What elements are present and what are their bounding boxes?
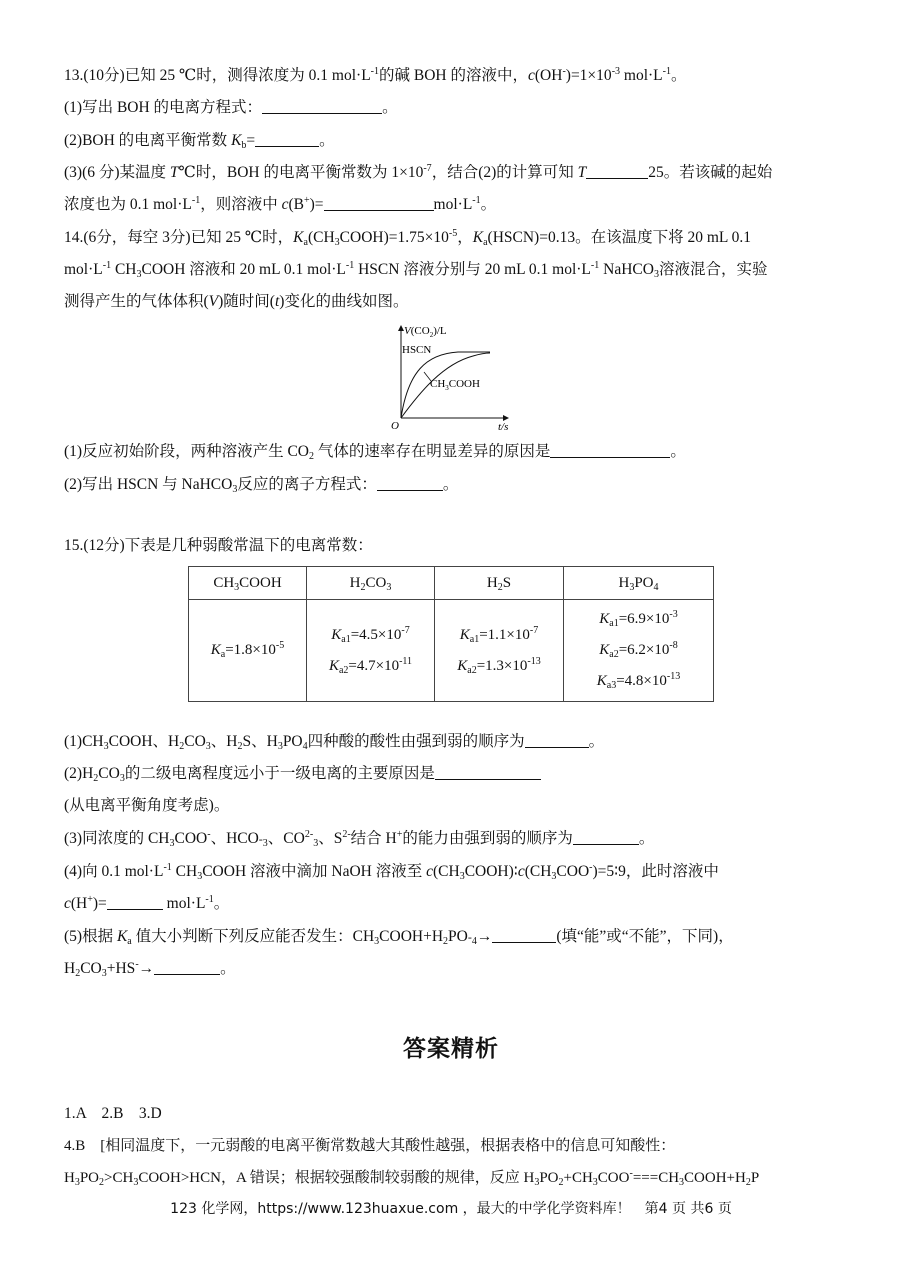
q14-stem: 14.(6分，每空 3分)已知 25 ℃时，$K_a(CH_3COOH)=1.75\times 10^{-5}$，$K_a(HSCN)=0.13$。在该温度下将 20 mL 0.1 xyxy=(64,228,752,248)
hscn-curve-label: HSCN xyxy=(402,344,432,356)
answers-line1: 1.A 2.B 3.D xyxy=(64,1105,162,1122)
q15-part4: (4)向 0.1 $mol\cdot L^{-1}$ $CH_3COOH$ 溶液中滴加 NaOH 溶液至 $c(CH_3COOH)∶c(CH_3COO^-)=5∶9$，此时溶液中 xyxy=(64,862,719,882)
cell-h3po4-ka: $K_{a1}=6.9\times 10^{-3}$ $K_{a2}=6.2\times 10^{-8}$ $K_{a3}=4.8\times 10^{-13}$ xyxy=(564,600,714,702)
answer-blank[interactable] xyxy=(377,476,443,491)
q13-stem: 13.(10分)已知 25 ℃时，测得浓度为 0.1 $mol\cdot L^{-1}$的碱 BOH 的溶液中，$c(OH^-)=1\times 10^{-3}$ $mol\cdot L^{-1}$。 xyxy=(64,66,687,84)
q14-stem-line3: 测得产生的气体体积(V)随时间(t)变化的曲线如图。 xyxy=(64,293,409,310)
answer-blank[interactable] xyxy=(586,164,648,179)
answers-line2: 4.B [相同温度下，一元弱酸的电离平衡常数越大其酸性越强，根据表格中的信息可知酸性： xyxy=(64,1138,676,1154)
x-axis-label: t/s xyxy=(498,421,509,433)
cell-h2s-ka: $K_{a1}=1.1\times 10^{-7}$ $K_{a2}=1.3\times 10^{-13}$ xyxy=(435,600,564,702)
answer-blank[interactable] xyxy=(435,765,541,780)
answer-blank[interactable] xyxy=(262,99,382,114)
col-header-h2co3: $H_2CO_3$ xyxy=(307,567,435,600)
q13-part3: (3)(6 分)某温度 T℃时，BOH 的电离平衡常数为 $1\times 10^{-7}$，结合(2)的计算可知 T 25。若该碱的起始 xyxy=(64,163,773,181)
q15-stem: 15.(12分)下表是几种弱酸常温下的电离常数： xyxy=(64,537,373,554)
answer-blank[interactable] xyxy=(492,928,556,943)
page-footer: 123 化学网，https://www.123huaxue.com ，最大的中学化学资料库！ 第4 页 共6 页 xyxy=(170,1201,732,1217)
q15-part2: $(2)H_2CO_3$的二级电离程度远小于一级电离的主要原因是 xyxy=(64,764,541,784)
volume-time-graph xyxy=(388,322,518,434)
gas-volume-figure xyxy=(388,322,518,434)
q13-part1: (1)写出 BOH 的电离方程式： 。 xyxy=(64,99,398,116)
q13-part2: (2)BOH 的电离平衡常数 $K_b=$ 。 xyxy=(64,132,335,151)
answer-blank[interactable] xyxy=(550,443,670,458)
q15-part1: $(1)CH_3COOH$、$H_2CO_3$、$H_2S$、$H_3PO_4$四种酸的酸性由强到弱的顺序为 。 xyxy=(64,733,605,752)
answer-blank[interactable] xyxy=(573,830,639,845)
answer-blank[interactable] xyxy=(255,132,319,147)
answer-blank[interactable] xyxy=(525,733,589,748)
answer-blank[interactable] xyxy=(154,960,220,975)
q14-part1: (1)反应初始阶段，两种溶液产生 $CO_2$ 气体的速率存在明显差异的原因是 。 xyxy=(64,443,686,462)
q15-part5: (5)根据 $K_a$ 值大小判断下列反应能否发生：$CH_3COOH+H_2PO-_4\to$ (填“能”或“不能”，下同)， xyxy=(64,928,734,947)
y-axis-label: $V(CO_2)/L$ xyxy=(404,325,447,339)
q13-part3-line2: 浓度也为 0.1 $mol\cdot L^{-1}$，则溶液中 $c(B^+)= mol\cdot L^{-1}$。 xyxy=(64,195,497,213)
ionization-constant-table xyxy=(188,566,714,702)
ch3cooh-curve-label: $CH_3COOH$ xyxy=(430,378,480,392)
col-header-ch3cooh: $CH_3COOH$ xyxy=(189,567,307,600)
answer-blank[interactable] xyxy=(107,895,163,910)
answers-title: 答案精析 xyxy=(403,1036,499,1062)
cell-ch3cooh-ka: $K_a=1.8\times 10^{-5}$ xyxy=(189,600,307,702)
q15-part5-line2: $H_2CO_3+HS^-\to$ 。 xyxy=(64,959,236,979)
q15-part3: (3)同浓度的 $CH_3COO^-$、HCO-$_3$、$CO^{2-}_3$、$S^{2-}$结合 H+的能力由强到弱的顺序为 。 xyxy=(64,829,655,849)
answer-blank[interactable] xyxy=(324,196,434,211)
q15-part4-line2: $c(H^+)= mol\cdot L^{-1}$。 xyxy=(64,894,230,912)
origin-label: O xyxy=(391,420,399,432)
q15-part2-line2: (从电离平衡角度考虑)。 xyxy=(64,797,230,814)
col-header-h3po4: $H_3PO_4$ xyxy=(564,567,714,600)
q14-part2: (2)写出 HSCN 与 NaHCO$_3$反应的离子方程式： 。 xyxy=(64,476,459,495)
answers-line3: $H_3PO_2>CH_3COOH>HCN$，A 错误；根据较强酸制较弱酸的规律，反应 $H_3PO_2+CH_3COO^-===CH_3COOH+H_2P$ xyxy=(64,1168,760,1188)
cell-h2co3-ka: $K_{a1}=4.5\times 10^{-7}$ $K_{a2}=4.7\times 10^{-11}$ xyxy=(307,600,435,702)
col-header-h2s: $H_2S$ xyxy=(435,567,564,600)
q14-stem-line2: $mol\cdot L^{-1}$ $CH_3COOH$ 溶液和 20 mL 0.1 $mol\cdot L^{-1}$ HSCN 溶液分别与 20 mL 0.1 $mol\cdot L^{-1}$ NaHCO$_3$溶液混合，实验 xyxy=(64,260,768,280)
